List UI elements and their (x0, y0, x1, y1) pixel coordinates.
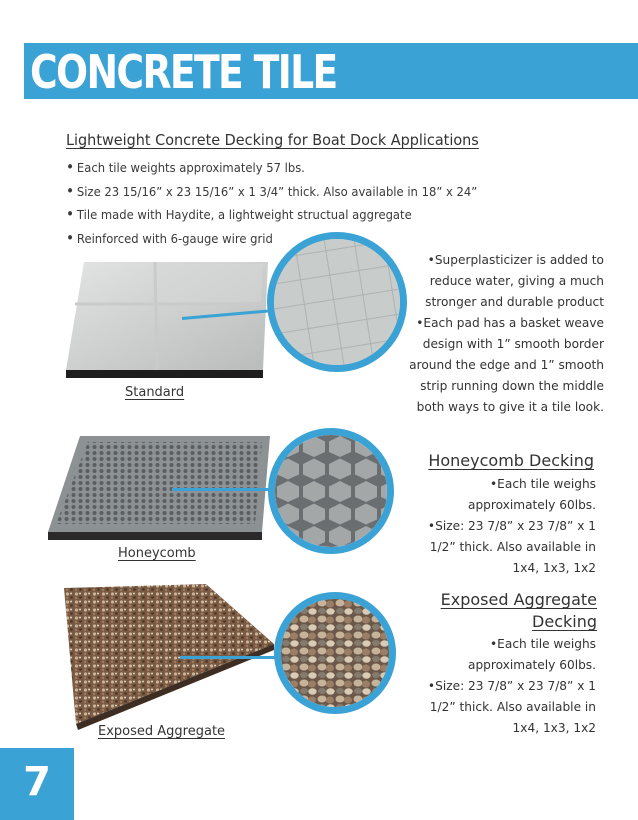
intro-bullet: • Tile made with Haydite, a lightweight structual aggregate (66, 203, 477, 227)
page-number: 7 (23, 759, 51, 805)
standard-closeup-circle (267, 232, 407, 372)
honeycomb-connector-line (172, 488, 272, 491)
aggregate-desc-line: approximately 60lbs. (468, 658, 596, 673)
honeycomb-tile-image (42, 432, 274, 552)
aggregate-heading-line: Decking (532, 612, 597, 631)
honeycomb-description (402, 474, 596, 579)
aggregate-desc-line: • Size: 23 7/8” x 23 7/8” x 1 (402, 676, 596, 697)
honeycomb-caption: Honeycomb (118, 546, 196, 561)
standard-desc-line: both ways to give it a tile look. (416, 400, 604, 415)
aggregate-tile-image (56, 584, 278, 734)
page-title: CONCRETE TILE (30, 45, 337, 99)
honeycomb-desc-line: 1/2” thick. Also available in (429, 540, 596, 555)
standard-description (403, 250, 604, 418)
intro-bullet: • Reinforced with 6-gauge wire grid (66, 227, 477, 251)
standard-desc-line: stronger and durable product (425, 295, 604, 310)
basket-weave-texture (274, 239, 400, 365)
standard-desc-line: • Superplasticizer is added to (403, 250, 604, 271)
aggregate-desc-line: • Each tile weighs (402, 634, 596, 655)
standard-desc-line: around the edge and 1” smooth (409, 358, 604, 373)
aggregate-description (402, 634, 596, 739)
aggregate-desc-line: 1x4, 1x3, 1x2 (512, 721, 596, 736)
hexagon-texture (275, 435, 387, 547)
standard-tile-image (58, 258, 278, 388)
intro-bullet: • Size 23 15/16” x 23 15/16” x 1 3/4” thick. Also available in 18” x 24” (66, 180, 477, 204)
honeycomb-heading: Honeycomb Decking (428, 451, 594, 470)
standard-desc-line: reduce water, giving a much (429, 274, 604, 289)
intro-bullet-list (66, 156, 513, 250)
standard-caption: Standard (125, 385, 185, 400)
standard-desc-line: design with 1” smooth border (422, 337, 604, 352)
honeycomb-desc-line: • Each tile weighs (402, 474, 596, 495)
honeycomb-desc-line: approximately 60lbs. (468, 498, 596, 513)
intro-title: Lightweight Concrete Decking for Boat Dock Applications (66, 131, 479, 149)
aggregate-heading-line: Exposed Aggregate (440, 590, 597, 609)
aggregate-heading (394, 589, 597, 633)
standard-desc-line: • Each pad has a basket weave (403, 313, 604, 334)
intro-bullet: • Each tile weights approximately 57 lbs. (66, 156, 477, 180)
pebble-texture (281, 599, 389, 707)
honeycomb-desc-line: 1x4, 1x3, 1x2 (512, 561, 596, 576)
aggregate-caption: Exposed Aggregate (98, 724, 226, 739)
aggregate-connector-line (180, 656, 278, 659)
aggregate-desc-line: 1/2” thick. Also available in (429, 700, 596, 715)
aggregate-closeup-circle (274, 592, 396, 714)
honeycomb-desc-line: • Size: 23 7/8” x 23 7/8” x 1 (402, 516, 596, 537)
standard-desc-line: strip running down the middle (420, 379, 604, 394)
honeycomb-closeup-circle (268, 428, 394, 554)
